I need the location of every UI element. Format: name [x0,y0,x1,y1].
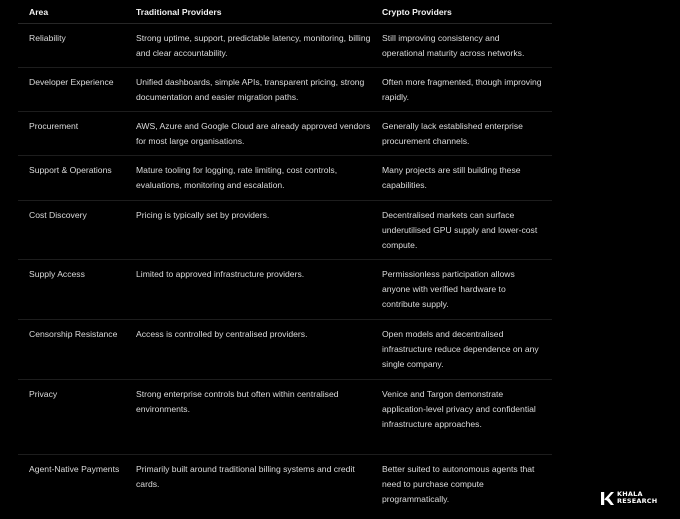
row-traditional: Pricing is typically set by providers. [136,209,270,220]
row-traditional: AWS, Azure and Google Cloud are already approved vendors for most large organisations. [136,120,371,146]
row-crypto: Often more fragmented, though improving rapidly. [382,76,542,102]
table-row [18,156,552,201]
row-traditional: Access is controlled by centralised providers. [136,328,308,339]
row-area: Privacy [29,388,58,399]
row-area: Reliability [29,32,66,43]
row-area: Developer Experience [29,76,114,87]
khala-logo-icon [600,491,615,506]
table-header-row [18,0,552,24]
row-area: Agent-Native Payments [29,463,120,474]
header-crypto-providers: Crypto Providers [382,7,452,17]
row-traditional: Unified dashboards, simple APIs, transparent pricing, strong documentation and easier migration paths. [136,76,365,102]
row-traditional: Limited to approved infrastructure providers. [136,268,305,279]
row-area: Supply Access [29,268,85,279]
row-traditional: Mature tooling for logging, rate limiting, cost controls, evaluations, monitoring and escalation. [136,164,338,190]
table-row [18,201,552,260]
table-row [18,68,552,112]
table-row [18,320,552,380]
table-row [18,380,552,455]
row-crypto: Open models and decentralised infrastructure reduce dependence on any single company. [382,328,539,370]
row-crypto: Venice and Targon demonstrate application-level privacy and confidential infrastructure approaches. [382,388,536,430]
row-area: Cost Discovery [29,209,87,220]
table-row [18,260,552,320]
logo-line-khala: KHALA [617,490,643,498]
row-area: Censorship Resistance [29,328,118,339]
row-traditional: Primarily built around traditional billing systems and credit cards. [136,463,355,489]
comparison-table [18,0,552,515]
khala-research-logo [600,488,664,508]
table-row [18,112,552,156]
header-traditional-providers: Traditional Providers [136,7,222,17]
table-row [18,24,552,68]
row-crypto: Still improving consistency and operational maturity across networks. [382,32,525,58]
row-crypto: Permissionless participation allows anyone with verified hardware to contribute supply. [382,268,515,310]
row-area: Support & Operations [29,164,112,175]
row-crypto: Generally lack established enterprise procurement channels. [382,120,523,146]
row-crypto: Better suited to autonomous agents that need to purchase compute programmatically. [382,463,535,505]
row-traditional: Strong uptime, support, predictable latency, monitoring, billing and clear accountability. [136,32,371,58]
table-row [18,455,552,515]
logo-wordmark [617,491,657,505]
logo-line-research: RESEARCH [617,497,658,505]
row-area: Procurement [29,120,79,131]
row-traditional: Strong enterprise controls but often within centralised environments. [136,388,339,414]
header-area: Area [29,7,49,17]
row-crypto: Many projects are still building these capabilities. [382,164,521,190]
row-crypto: Decentralised markets can surface underutilised GPU supply and lower-cost compute. [382,209,538,251]
